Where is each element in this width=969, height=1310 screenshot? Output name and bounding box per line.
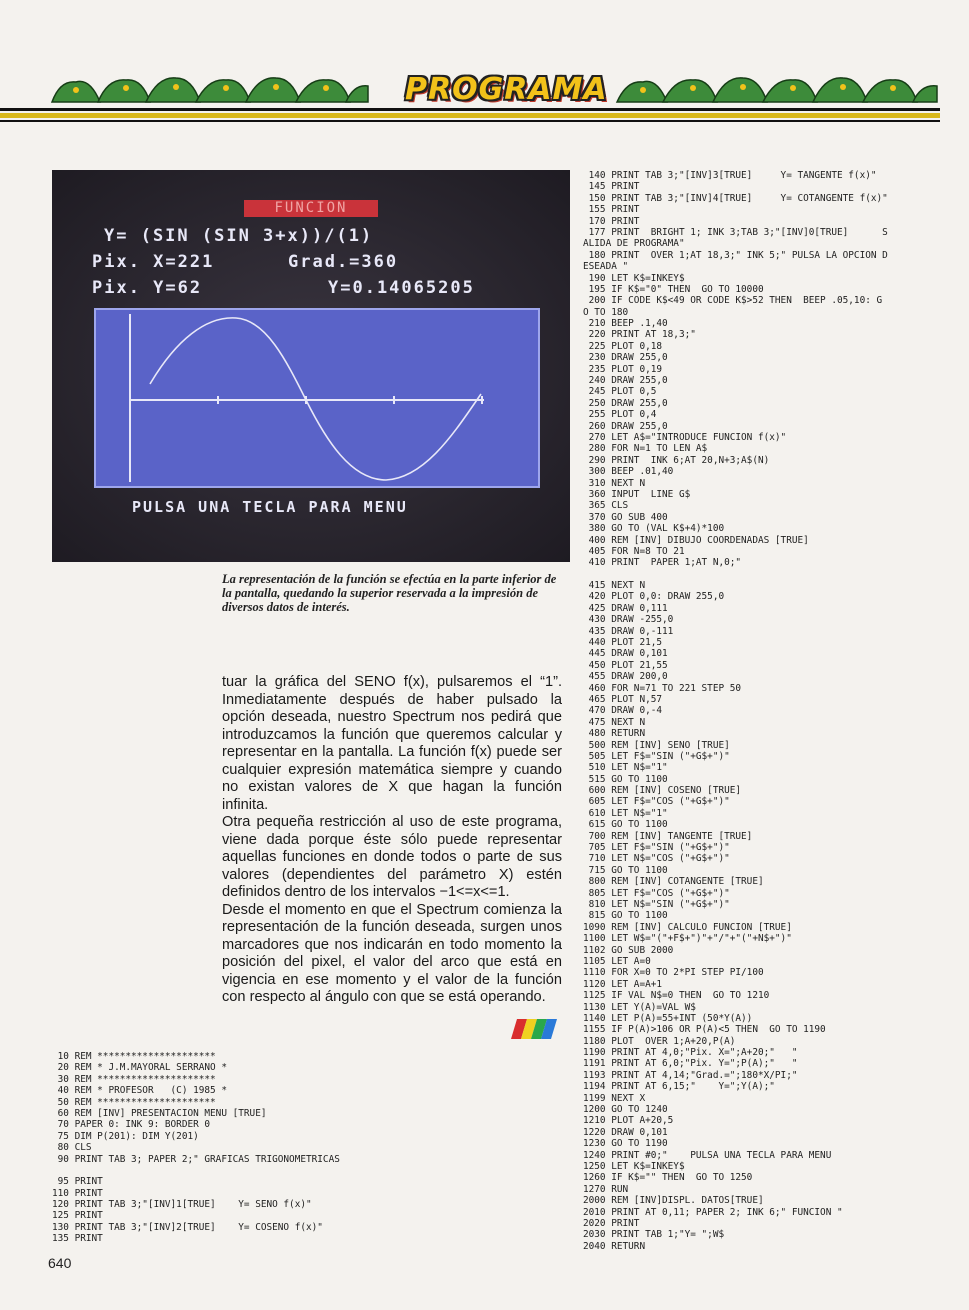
sine-graph	[96, 310, 538, 486]
code-line: 1193 PRINT AT 4,14;"Grad.=";180*X/PI;"	[583, 1069, 798, 1081]
code-line: 230 DRAW 255,0	[583, 352, 668, 364]
header-rule	[0, 120, 940, 122]
code-line: 1190 PRINT AT 4,0;"Pix. X=";A+20;" "	[583, 1047, 798, 1059]
code-line: 90 PRINT TAB 3; PAPER 2;" GRAFICAS TRIGONOMETRICAS	[52, 1153, 340, 1165]
code-line: 150 PRINT TAB 3;"[INV]4[TRUE] Y= COTANGENTE f(x)"	[583, 192, 888, 204]
code-line: 250 DRAW 255,0	[583, 397, 668, 409]
code-line	[52, 1165, 412, 1176]
code-line: 600 REM [INV] COSENO [TRUE]	[583, 785, 742, 797]
page-number: 640	[48, 1255, 72, 1271]
screen-grad: Grad.=360	[288, 252, 399, 272]
code-line: 1155 IF P(A)>106 OR P(A)<5 THEN GO TO 1190	[583, 1024, 826, 1036]
code-line: ALIDA DE PROGRAMA"	[583, 238, 685, 250]
code-line: 430 DRAW -255,0	[583, 614, 674, 626]
code-line: 455 DRAW 200,0	[583, 671, 668, 683]
code-line: 800 REM [INV] COTANGENTE [TRUE]	[583, 876, 764, 888]
code-line: 1110 FOR X=0 TO 2*PI STEP PI/100	[583, 967, 764, 979]
code-line: 255 PLOT 0,4	[583, 409, 657, 421]
code-line: 450 PLOT 21,55	[583, 659, 668, 671]
screen-title: FUNCION	[244, 200, 378, 217]
code-line: 500 REM [INV] SENO [TRUE]	[583, 739, 730, 751]
code-line: 310 NEXT N	[583, 477, 646, 489]
screen-pix-x: Pix. X=221	[92, 252, 215, 272]
code-line: 700 REM [INV] TANGENTE [TRUE]	[583, 830, 753, 842]
code-line: 1125 IF VAL N$=0 THEN GO TO 1210	[583, 990, 770, 1002]
code-line: 177 PRINT BRIGHT 1; INK 3;TAB 3;"[INV]0[TRUE] S	[583, 226, 888, 238]
code-line: 445 DRAW 0,101	[583, 648, 668, 660]
code-line: 1191 PRINT AT 6,0;"Pix. Y=";P(A);" "	[583, 1058, 798, 1070]
code-line: 2000 REM [INV]DISPL. DATOS[TRUE]	[583, 1195, 764, 1207]
code-line: 1100 LET W$="("+F$+")"+"/"+"("+N$+")"	[583, 933, 792, 945]
code-line: 610 LET N$="1"	[583, 807, 668, 819]
screen-function-line: Y= (SIN (SIN 3+x))/(1)	[104, 226, 374, 246]
code-line: 1120 LET A=A+1	[583, 978, 663, 990]
code-line: 815 GO TO 1100	[583, 910, 668, 922]
code-line: 125 PRINT	[52, 1210, 103, 1222]
screen-y-value: Y=0.14065205	[328, 278, 475, 298]
code-line: 410 PRINT PAPER 1;AT N,0;"	[583, 557, 742, 569]
screen-plot-area	[94, 308, 540, 488]
code-line: 435 DRAW 0,-111	[583, 625, 674, 637]
code-line: 10 REM *********************	[52, 1051, 216, 1062]
code-line: 225 PLOT 0,18	[583, 340, 663, 352]
code-line: 365 CLS	[583, 500, 629, 512]
code-line	[583, 569, 948, 580]
page-header	[0, 60, 969, 130]
code-line: 1200 GO TO 1240	[583, 1104, 668, 1116]
code-line: 50 REM *********************	[52, 1096, 216, 1108]
code-line: 810 LET N$="SIN ("+G$+")"	[583, 899, 730, 910]
code-line: 190 LET K$=INKEY$	[583, 272, 685, 284]
code-line: 200 IF CODE K$<49 OR CODE K$>52 THEN BEEP .05,10: G	[583, 295, 883, 307]
code-line: 300 BEEP .01,40	[583, 466, 674, 478]
code-line: 465 PLOT N,57	[583, 693, 663, 705]
code-line: 245 PLOT 0,5	[583, 386, 657, 398]
code-line: 505 LET F$="SIN ("+G$+")"	[583, 750, 730, 762]
code-line: 2030 PRINT TAB 1;"Y= ";W$	[583, 1229, 725, 1241]
code-line: 80 CLS	[52, 1142, 92, 1154]
code-line: 195 IF K$="0" THEN GO TO 10000	[583, 283, 764, 295]
code-line: 705 LET F$="SIN ("+G$+")"	[583, 842, 730, 854]
code-line: 510 LET N$="1"	[583, 762, 668, 774]
code-line: 605 LET F$="COS ("+G$+")"	[583, 796, 730, 808]
code-line: 135 PRINT	[52, 1233, 103, 1245]
code-line: 110 PRINT	[52, 1187, 103, 1199]
code-line: 715 GO TO 1100	[583, 864, 668, 876]
code-line: 405 FOR N=8 TO 21	[583, 545, 685, 557]
code-line: 235 PLOT 0,19	[583, 363, 663, 375]
header-rule	[0, 113, 940, 118]
code-line: 75 DIM P(201): DIM Y(201)	[52, 1130, 199, 1142]
rainbow-stripes-icon	[511, 1019, 557, 1039]
code-line: 20 REM * J.M.MAYORAL SERRANO *	[52, 1062, 227, 1074]
code-line: 440 PLOT 21,5	[583, 637, 663, 649]
code-line: 270 LET A$="INTRODUCE FUNCION f(x)"	[583, 431, 787, 443]
decorative-mounds-right	[615, 72, 940, 104]
section-title: PROGRAMA	[405, 72, 608, 107]
code-listing-right	[583, 170, 948, 1252]
code-line: 170 PRINT	[583, 215, 640, 227]
code-line: 420 PLOT 0,0: DRAW 255,0	[583, 591, 725, 603]
code-line: O TO 180	[583, 306, 629, 318]
figure-caption: La representación de la función se efectúa en la parte inferior de la pantalla, quedando la superior reservada a la impresión de diversos datos de interés.	[222, 572, 557, 614]
code-line: ESEADA "	[583, 261, 629, 273]
article-paragraph: tuar la gráfica del SENO f(x), pulsaremos el “1”. Inmediatamente después de haber pulsado la opción deseada, nuestro Spectrum nos pedirá que introduzcamos la función que queremos calcular y representar en la pantalla. La función f(x) puede ser cualquier expresión matemática siempre y cuando no existan valores de X que hagan la función infinita.	[222, 674, 562, 813]
header-rule	[0, 108, 940, 111]
code-line: 475 NEXT N	[583, 716, 646, 728]
code-line: 70 PAPER 0: INK 9: BORDER 0	[52, 1119, 211, 1131]
code-line: 1250 LET K$=INKEY$	[583, 1160, 685, 1172]
code-line: 180 PRINT OVER 1;AT 18,3;" INK 5;" PULSA LA OPCION D	[583, 249, 888, 261]
code-line: 155 PRINT	[583, 204, 640, 216]
code-line: 95 PRINT	[52, 1176, 103, 1188]
code-line: 1220 DRAW 0,101	[583, 1126, 668, 1138]
code-line: 145 PRINT	[583, 181, 640, 193]
sine-curve	[150, 318, 481, 480]
screen-photo	[52, 170, 570, 562]
article-body	[222, 674, 562, 1007]
code-line: 1140 LET P(A)=55+INT (50*Y(A))	[583, 1012, 753, 1024]
code-line: 40 REM * PROFESOR (C) 1985 *	[52, 1085, 227, 1097]
code-line: 1105 LET A=0	[583, 955, 651, 967]
code-line: 370 GO SUB 400	[583, 511, 668, 523]
code-line: 1260 IF K$="" THEN GO TO 1250	[583, 1172, 753, 1184]
code-line: 425 DRAW 0,111	[583, 602, 668, 614]
code-line: 1130 LET Y(A)=VAL W$	[583, 1001, 696, 1013]
code-line: 380 GO TO (VAL K$+4)*100	[583, 523, 725, 535]
screen-pix-y: Pix. Y=62	[92, 278, 203, 298]
code-line: 290 PRINT INK 6;AT 20,N+3;A$(N)	[583, 454, 770, 466]
code-line: 480 RETURN	[583, 728, 646, 740]
code-line: 220 PRINT AT 18,3;"	[583, 329, 696, 341]
code-line: 240 DRAW 255,0	[583, 375, 668, 387]
code-line: 210 BEEP .1,40	[583, 318, 668, 330]
code-line: 1180 PLOT OVER 1;A+20,P(A)	[583, 1035, 736, 1047]
code-line: 1090 REM [INV] CALCULO FUNCION [TRUE]	[583, 921, 792, 933]
code-line: 260 DRAW 255,0	[583, 420, 668, 432]
code-line: 1210 PLOT A+20,5	[583, 1115, 674, 1127]
code-line: 1240 PRINT #0;" PULSA UNA TECLA PARA MENU	[583, 1149, 832, 1161]
article-paragraph: Desde el momento en que el Spectrum comienza la representación de la función deseada, surgen unos marcadores que nos indicarán en todo momento la posición del pixel, el valor del arco que está en vigencia en ese momento y el valor de la función con respecto al ángulo con que se está operando.	[222, 901, 562, 1005]
code-line: 1194 PRINT AT 6,15;" Y=";Y(A);"	[583, 1081, 775, 1093]
code-line: 1230 GO TO 1190	[583, 1138, 668, 1150]
code-line: 1270 RUN	[583, 1183, 629, 1195]
code-line: 360 INPUT LINE G$	[583, 488, 691, 500]
code-line: 460 FOR N=71 TO 221 STEP 50	[583, 682, 742, 694]
code-line: 30 REM *********************	[52, 1073, 216, 1085]
code-line: 1102 GO SUB 2000	[583, 944, 674, 956]
code-line: 130 PRINT TAB 3;"[INV]2[TRUE] Y= COSENO f(x)"	[52, 1221, 323, 1233]
code-line: 515 GO TO 1100	[583, 773, 668, 785]
code-line: 710 LET N$="COS ("+G$+")"	[583, 853, 730, 865]
code-line: 1199 NEXT X	[583, 1092, 646, 1104]
code-line: 415 NEXT N	[583, 580, 646, 592]
code-line: 280 FOR N=1 TO LEN A$	[583, 443, 708, 455]
code-line: 2040 RETURN	[583, 1240, 646, 1252]
article-paragraph: Otra pequeña restricción al uso de este programa, viene dada porque éste sólo puede representar aquellas funciones en donde todos o parte de sus valores (dependientes del parámetro X) estén definidos dentro de los intervalos −1<=x<=1.	[222, 814, 562, 900]
code-line: 400 REM [INV] DIBUJO COORDENADAS [TRUE]	[583, 534, 809, 546]
code-line: 120 PRINT TAB 3;"[INV]1[TRUE] Y= SENO f(x)"	[52, 1199, 312, 1211]
code-line: 805 LET F$="COS ("+G$+")"	[583, 887, 730, 899]
code-line: 470 DRAW 0,-4	[583, 705, 663, 717]
code-line: 615 GO TO 1100	[583, 819, 668, 831]
screen-footer: PULSA UNA TECLA PARA MENU	[132, 498, 408, 516]
code-line: 140 PRINT TAB 3;"[INV]3[TRUE] Y= TANGENTE f(x)"	[583, 170, 877, 181]
code-line: 60 REM [INV] PRESENTACION MENU [TRUE]	[52, 1107, 267, 1119]
code-listing-left	[52, 1051, 412, 1245]
decorative-mounds-left	[50, 72, 370, 104]
code-line: 2020 PRINT	[583, 1217, 640, 1229]
code-line: 2010 PRINT AT 0,11; PAPER 2; INK 6;" FUNCION "	[583, 1206, 843, 1218]
